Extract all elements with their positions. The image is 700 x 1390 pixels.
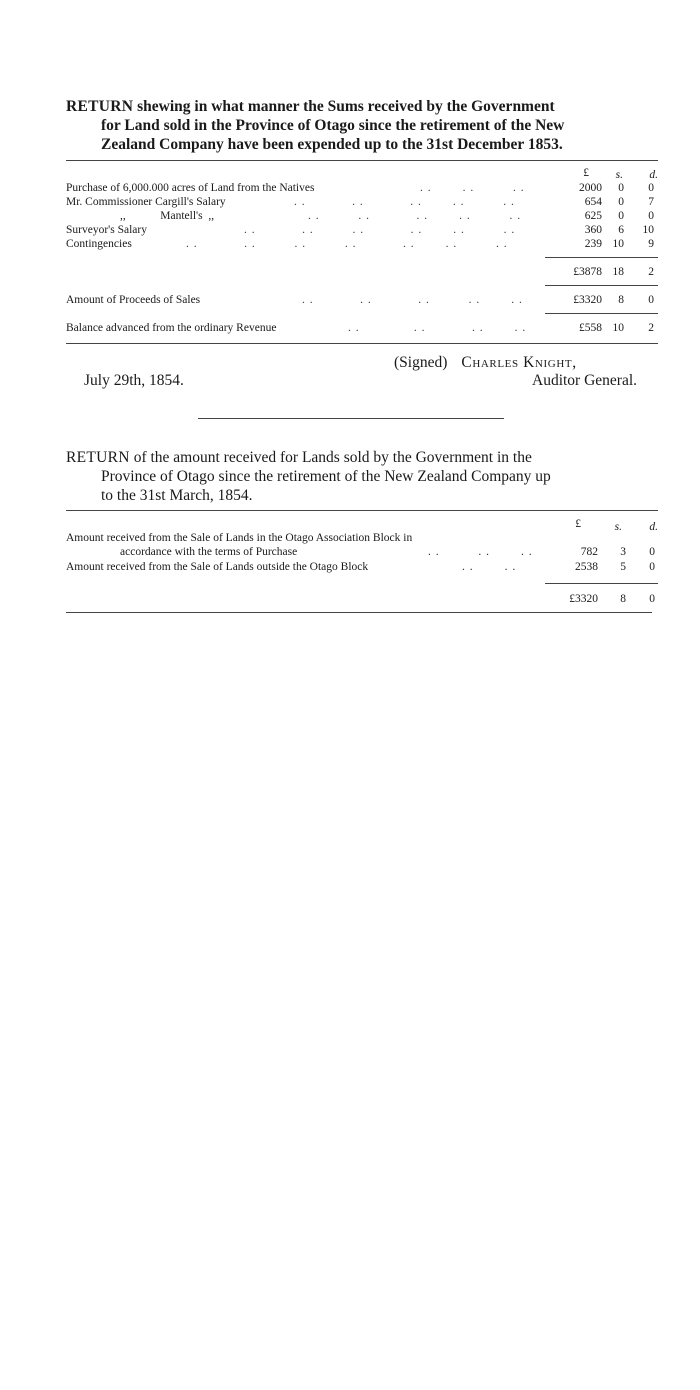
signature-line [394, 354, 577, 372]
balance-pence: 2 [648, 322, 654, 334]
return2-total-pence: 0 [649, 593, 655, 605]
return1-heading-line3: Zealand Company have been expended up to the 31st December 1853. [101, 136, 563, 153]
total-pence: 2 [648, 266, 654, 278]
return1-row [66, 181, 658, 195]
signatory-name: Charles Knight, [461, 354, 577, 371]
return1-balance-row [66, 321, 658, 335]
return2-heading-text: of the amount received for Lands sold by the Government in the [129, 449, 532, 466]
proceeds-label: Amount of Proceeds of Sales [66, 294, 201, 306]
total-pounds: £3878 [573, 266, 602, 278]
return1-row [66, 195, 658, 209]
balance-shillings: 10 [612, 322, 624, 334]
return1-row [66, 223, 658, 237]
proceeds-shillings: 8 [618, 294, 624, 306]
row-pence: 9 [648, 238, 654, 250]
signed-label: (Signed) [394, 354, 448, 371]
balance-pounds: £558 [579, 322, 602, 334]
return1-row [66, 237, 658, 251]
leader-dots: . . . . . . [420, 182, 525, 194]
row-shillings: 0 [618, 210, 624, 222]
row-shillings: 6 [618, 224, 624, 236]
leader-dots: . . . . . . . . . . [302, 294, 523, 306]
return1-proceeds-row [66, 293, 658, 307]
leader-dots: . . . . . . . . . . . . [244, 224, 516, 236]
return1-col-pounds: £ [583, 167, 589, 179]
balance-label: Balance advanced from the ordinary Revenue [66, 322, 277, 334]
row-shillings: 0 [618, 182, 624, 194]
row-label: Surveyor's Salary [66, 224, 147, 236]
return1-heading-text: shewing in what manner the Sums received by the Government [133, 98, 555, 115]
proceeds-pounds: £3320 [573, 294, 602, 306]
return2-heading-line3: to the 31st March, 1854. [101, 487, 253, 504]
return1-heading [66, 97, 658, 154]
leader-dots: . . . . . . . . . . [294, 196, 515, 208]
return1-top-rule [66, 160, 658, 161]
total-rule [545, 285, 658, 286]
item1-shillings: 3 [620, 546, 626, 558]
return2-item2-row [66, 560, 658, 574]
subtotal-rule [545, 257, 658, 258]
row-label: ,, Mantell's ,, [120, 210, 215, 222]
total-shillings: 18 [612, 266, 624, 278]
return1-bottom-rule [66, 343, 658, 344]
return2-total-shillings: 8 [620, 593, 626, 605]
return2-total-pounds: £3320 [569, 593, 598, 605]
signatory-title: Auditor General. [532, 372, 638, 389]
return2-bottom-rule [66, 612, 652, 613]
return2-item1-row [66, 545, 658, 559]
leader-dots: . . . . . . . . [348, 322, 527, 334]
leader-dots: . . . . [462, 561, 517, 573]
item1-label-line1: Amount received from the Sale of Lands in the Otago Association Block in [66, 532, 413, 544]
return2-top-rule [66, 510, 658, 511]
row-label: Purchase of 6,000.000 acres of Land from the Natives [66, 182, 315, 194]
return2-lead: RETURN [66, 449, 130, 466]
return2-col-pence: d. [649, 521, 658, 533]
item2-pence: 0 [649, 561, 655, 573]
leader-dots: . . . . . . . . . . [308, 210, 522, 222]
row-pounds: 654 [584, 196, 602, 208]
item1-label-line2: accordance with the terms of Purchase [120, 546, 298, 558]
row-label: Mr. Commissioner Cargill's Salary [66, 196, 226, 208]
return2-heading [66, 448, 658, 505]
return1-row [66, 209, 658, 223]
row-pence: 0 [648, 182, 654, 194]
return1-col-shillings: s. [615, 169, 623, 181]
return1-col-pence: d. [649, 169, 658, 181]
item2-pounds: 2538 [575, 561, 598, 573]
row-label: Contingencies [66, 238, 132, 250]
item2-shillings: 5 [620, 561, 626, 573]
return1-heading-line2: for Land sold in the Province of Otago since the retirement of the New [101, 117, 565, 134]
row-pounds: 239 [584, 238, 602, 250]
return2-item1-line1 [66, 531, 658, 545]
item1-pence: 0 [649, 546, 655, 558]
balance-rule [545, 313, 658, 314]
leader-dots: . . . . . . [428, 546, 533, 558]
row-shillings: 0 [618, 196, 624, 208]
row-pence: 0 [648, 210, 654, 222]
return1-total-row [66, 265, 658, 279]
return2-col-pounds: £ [575, 518, 581, 530]
item2-label: Amount received from the Sale of Lands outside the Otago Block [66, 561, 369, 573]
return2-col-shillings: s. [614, 521, 622, 533]
row-pounds: 360 [584, 224, 602, 236]
return1-lead: RETURN [66, 98, 134, 115]
row-shillings: 10 [612, 238, 624, 250]
row-pence: 7 [648, 196, 654, 208]
leader-dots: . . . . . . . . . . . . . . [186, 238, 508, 250]
proceeds-pence: 0 [648, 294, 654, 306]
row-pounds: 625 [584, 210, 602, 222]
return2-total-row [66, 592, 658, 606]
row-pence: 10 [642, 224, 654, 236]
return2-subtotal-rule [545, 583, 658, 584]
return1-date: July 29th, 1854. [84, 372, 184, 389]
row-pounds: 2000 [579, 182, 602, 194]
item1-pounds: 782 [580, 546, 598, 558]
section-divider [198, 418, 504, 419]
return2-heading-line2: Province of Otago since the retirement of the New Zealand Company up [101, 468, 551, 485]
